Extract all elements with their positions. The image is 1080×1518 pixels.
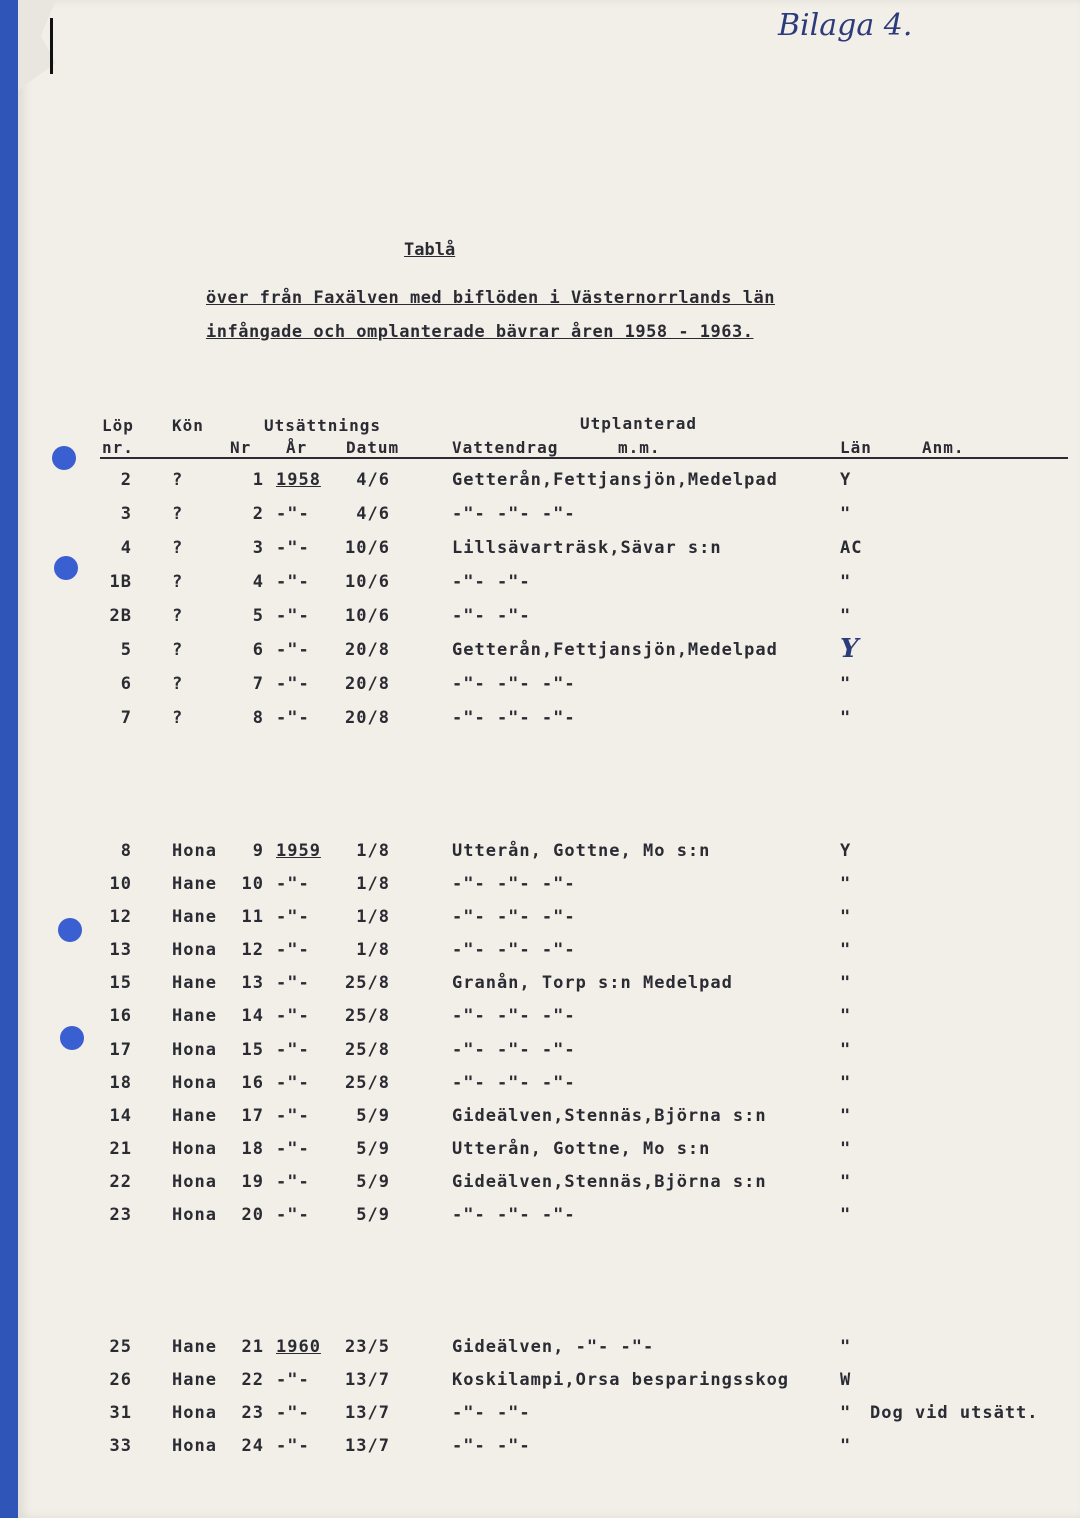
cell-vattendrag: Getterån,Fettjansjön,Medelpad <box>452 640 778 660</box>
cell-kon: Hane <box>172 874 217 894</box>
page-title: Tablå <box>404 240 456 260</box>
cell-lop: 31 <box>109 1403 132 1423</box>
cell-kon: ? <box>172 674 184 694</box>
cell-vattendrag: -"- -"- -"- <box>452 1073 576 1093</box>
header-lop: Löp <box>102 416 134 435</box>
header-vattendrag: Vattendrag <box>452 438 559 457</box>
header-mm: m.m. <box>618 438 661 457</box>
cell-lop: 15 <box>109 973 132 993</box>
cell-kon: ? <box>172 708 184 728</box>
cell-ar: -"- <box>276 1205 310 1225</box>
cell-kon: Hane <box>172 973 217 993</box>
cell-datum: 13/7 <box>345 1436 390 1456</box>
cell-ar: -"- <box>276 1040 310 1060</box>
cell-vattendrag: Lillsävarträsk,Sävar s:n <box>452 538 722 558</box>
cell-datum: 13/7 <box>345 1370 390 1390</box>
cell-kon: Hona <box>172 1436 217 1456</box>
cell-ar: 1959 <box>276 841 321 861</box>
header-anm: Anm. <box>922 438 965 457</box>
cell-lan: " <box>840 1337 852 1357</box>
cell-ar: -"- <box>276 1370 310 1390</box>
cell-ar: -"- <box>276 674 310 694</box>
header-ar: År <box>286 438 308 457</box>
cell-lop: 4 <box>120 538 132 558</box>
cell-lop: 7 <box>120 708 132 728</box>
cell-nr: 9 <box>252 841 264 861</box>
cell-kon: ? <box>172 640 184 660</box>
cell-datum: 10/6 <box>345 572 390 592</box>
punch-hole <box>58 918 82 942</box>
cell-lan: " <box>840 606 852 626</box>
cell-ar: -"- <box>276 708 310 728</box>
cell-nr: 19 <box>241 1172 264 1192</box>
cell-lop: 25 <box>109 1337 132 1357</box>
cell-ar: 1960 <box>276 1337 321 1357</box>
cell-vattendrag: -"- -"- <box>452 1436 531 1456</box>
cell-nr: 16 <box>241 1073 264 1093</box>
cell-lop: 26 <box>109 1370 132 1390</box>
header-datum: Datum <box>346 438 400 457</box>
cell-datum: 23/5 <box>345 1337 390 1357</box>
cell-nr: 5 <box>252 606 264 626</box>
cell-lan: " <box>840 1205 852 1225</box>
cell-kon: Hona <box>172 1040 217 1060</box>
cell-nr: 22 <box>241 1370 264 1390</box>
cell-lop: 17 <box>109 1040 132 1060</box>
cell-lop: 22 <box>109 1172 132 1192</box>
cell-lan: " <box>840 1006 852 1026</box>
cell-ar: -"- <box>276 1172 310 1192</box>
cell-ar: -"- <box>276 907 310 927</box>
cell-lan: " <box>840 1172 852 1192</box>
cell-kon: Hona <box>172 1403 217 1423</box>
cell-lop: 21 <box>109 1139 132 1159</box>
cell-lan: W <box>840 1370 852 1390</box>
cell-lan: " <box>840 1403 852 1423</box>
cell-nr: 20 <box>241 1205 264 1225</box>
cell-lan: Y <box>840 841 852 861</box>
cell-datum: 20/8 <box>345 674 390 694</box>
cell-kon: Hane <box>172 1370 217 1390</box>
cell-lan: " <box>840 874 852 894</box>
cell-nr: 13 <box>241 973 264 993</box>
cell-lan: " <box>840 1436 852 1456</box>
cell-nr: 3 <box>252 538 264 558</box>
cell-lan: " <box>840 504 852 524</box>
cell-nr: 1 <box>252 470 264 490</box>
cell-lop: 2 <box>120 470 132 490</box>
cell-datum: 4/6 <box>356 504 390 524</box>
cell-kon: Hona <box>172 1139 217 1159</box>
cell-kon: ? <box>172 538 184 558</box>
cell-lop: 33 <box>109 1436 132 1456</box>
cell-lan: AC <box>840 538 863 558</box>
punch-hole <box>60 1026 84 1050</box>
cell-lan: " <box>840 1139 852 1159</box>
cell-nr: 18 <box>241 1139 264 1159</box>
header-kon: Kön <box>172 416 204 435</box>
cell-vattendrag: -"- -"- -"- <box>452 940 576 960</box>
cell-ar: -"- <box>276 940 310 960</box>
cell-kon: Hane <box>172 1337 217 1357</box>
cell-datum: 5/9 <box>356 1139 390 1159</box>
cell-kon: ? <box>172 606 184 626</box>
cell-lan: " <box>840 940 852 960</box>
cell-vattendrag: -"- -"- -"- <box>452 708 576 728</box>
cell-kon: ? <box>172 470 184 490</box>
ink-mark <box>50 18 53 74</box>
cell-lan: " <box>840 1073 852 1093</box>
cell-lan: " <box>840 973 852 993</box>
cell-lop: 18 <box>109 1073 132 1093</box>
cell-lan: Y <box>840 470 852 490</box>
cell-kon: Hane <box>172 1106 217 1126</box>
cell-lop: 12 <box>109 907 132 927</box>
header-nr2: Nr <box>230 438 252 457</box>
cell-vattendrag: -"- -"- -"- <box>452 674 576 694</box>
cell-nr: 17 <box>241 1106 264 1126</box>
cell-lop: 14 <box>109 1106 132 1126</box>
cell-ar: -"- <box>276 606 310 626</box>
cell-vattendrag: Utterån, Gottne, Mo s:n <box>452 1139 711 1159</box>
cell-vattendrag: -"- -"- -"- <box>452 1205 576 1225</box>
cell-ar: -"- <box>276 1106 310 1126</box>
cell-datum: 25/8 <box>345 1073 390 1093</box>
cell-vattendrag: Koskilampi,Orsa besparingsskog <box>452 1370 790 1390</box>
cell-kon: Hona <box>172 940 217 960</box>
cell-ar: -"- <box>276 973 310 993</box>
cell-lan: " <box>840 907 852 927</box>
cell-nr: 24 <box>241 1436 264 1456</box>
cell-ar: -"- <box>276 640 310 660</box>
cell-lop: 6 <box>120 674 132 694</box>
cell-lop: 10 <box>109 874 132 894</box>
cell-vattendrag: Utterån, Gottne, Mo s:n <box>452 841 711 861</box>
cell-ar: -"- <box>276 1139 310 1159</box>
cell-anm: Dog vid utsätt. <box>870 1403 1039 1423</box>
cell-ar: 1958 <box>276 470 321 490</box>
cell-datum: 25/8 <box>345 973 390 993</box>
header-lan: Län <box>840 438 872 457</box>
cell-vattendrag: Getterån,Fettjansjön,Medelpad <box>452 470 778 490</box>
subtitle-line-2: infångade och omplanterade bävrar åren 1958 - 1963. <box>206 322 754 342</box>
cell-lan: " <box>840 708 852 728</box>
cell-datum: 5/9 <box>356 1106 390 1126</box>
subtitle-line-1: över från Faxälven med biflöden i Västernorrlands län <box>206 288 775 308</box>
cell-datum: 10/6 <box>345 538 390 558</box>
cell-ar: -"- <box>276 1403 310 1423</box>
cell-kon: Hane <box>172 1006 217 1026</box>
header-utsattnings: Utsättnings <box>264 416 381 435</box>
cell-datum: 20/8 <box>345 640 390 660</box>
cell-vattendrag: Granån, Torp s:n Medelpad <box>452 973 733 993</box>
cell-ar: -"- <box>276 504 310 524</box>
cell-lan: " <box>840 674 852 694</box>
cell-lop: 23 <box>109 1205 132 1225</box>
cell-datum: 1/8 <box>356 874 390 894</box>
header-utplanterad: Utplanterad <box>580 414 697 433</box>
cell-datum: 20/8 <box>345 708 390 728</box>
cell-lop: 3 <box>120 504 132 524</box>
cell-ar: -"- <box>276 1073 310 1093</box>
cell-vattendrag: -"- -"- <box>452 572 531 592</box>
cell-vattendrag: -"- -"- <box>452 1403 531 1423</box>
cell-vattendrag: -"- -"- -"- <box>452 1040 576 1060</box>
cell-nr: 21 <box>241 1337 264 1357</box>
cell-vattendrag: -"- -"- <box>452 606 531 626</box>
cell-nr: 7 <box>252 674 264 694</box>
cell-vattendrag: -"- -"- -"- <box>452 874 576 894</box>
cell-ar: -"- <box>276 874 310 894</box>
cell-datum: 1/8 <box>356 841 390 861</box>
cell-kon: ? <box>172 504 184 524</box>
cell-nr: 8 <box>252 708 264 728</box>
cell-vattendrag: -"- -"- -"- <box>452 504 576 524</box>
cell-nr: 2 <box>252 504 264 524</box>
cell-datum: 25/8 <box>345 1040 390 1060</box>
cell-kon: Hane <box>172 907 217 927</box>
cell-lop: 1B <box>109 572 132 592</box>
cell-lop: 2B <box>109 606 132 626</box>
cell-ar: -"- <box>276 1006 310 1026</box>
cell-nr: 6 <box>252 640 264 660</box>
handwritten-annotation: Bilaga 4. <box>778 8 913 43</box>
cell-lop: 16 <box>109 1006 132 1026</box>
document-page <box>18 0 1080 1518</box>
cell-kon: Hona <box>172 1205 217 1225</box>
cell-lop: 8 <box>120 841 132 861</box>
cell-lan: Y <box>840 634 860 664</box>
cell-nr: 10 <box>241 874 264 894</box>
cell-vattendrag: -"- -"- -"- <box>452 907 576 927</box>
cell-datum: 1/8 <box>356 940 390 960</box>
cell-datum: 25/8 <box>345 1006 390 1026</box>
cell-nr: 12 <box>241 940 264 960</box>
cell-ar: -"- <box>276 538 310 558</box>
cell-nr: 11 <box>241 907 264 927</box>
cell-datum: 5/9 <box>356 1205 390 1225</box>
cell-ar: -"- <box>276 1436 310 1456</box>
cell-vattendrag: Gideälven,Stennäs,Björna s:n <box>452 1172 767 1192</box>
cell-nr: 4 <box>252 572 264 592</box>
cell-lan: " <box>840 572 852 592</box>
cell-lop: 5 <box>120 640 132 660</box>
punch-hole <box>52 446 76 470</box>
cell-kon: Hona <box>172 1172 217 1192</box>
cell-datum: 13/7 <box>345 1403 390 1423</box>
cell-nr: 23 <box>241 1403 264 1423</box>
punch-hole <box>54 556 78 580</box>
cell-datum: 5/9 <box>356 1172 390 1192</box>
cell-lop: 13 <box>109 940 132 960</box>
header-nr: nr. <box>102 438 134 457</box>
cell-vattendrag: Gideälven, -"- -"- <box>452 1337 655 1357</box>
cell-ar: -"- <box>276 572 310 592</box>
header-rule <box>100 457 1068 459</box>
cell-lan: " <box>840 1106 852 1126</box>
cell-vattendrag: Gideälven,Stennäs,Björna s:n <box>452 1106 767 1126</box>
cell-vattendrag: -"- -"- -"- <box>452 1006 576 1026</box>
cell-datum: 4/6 <box>356 470 390 490</box>
cell-lan: " <box>840 1040 852 1060</box>
cell-datum: 10/6 <box>345 606 390 626</box>
cell-datum: 1/8 <box>356 907 390 927</box>
cell-nr: 14 <box>241 1006 264 1026</box>
cell-kon: Hona <box>172 1073 217 1093</box>
cell-nr: 15 <box>241 1040 264 1060</box>
cell-kon: Hona <box>172 841 217 861</box>
cell-kon: ? <box>172 572 184 592</box>
